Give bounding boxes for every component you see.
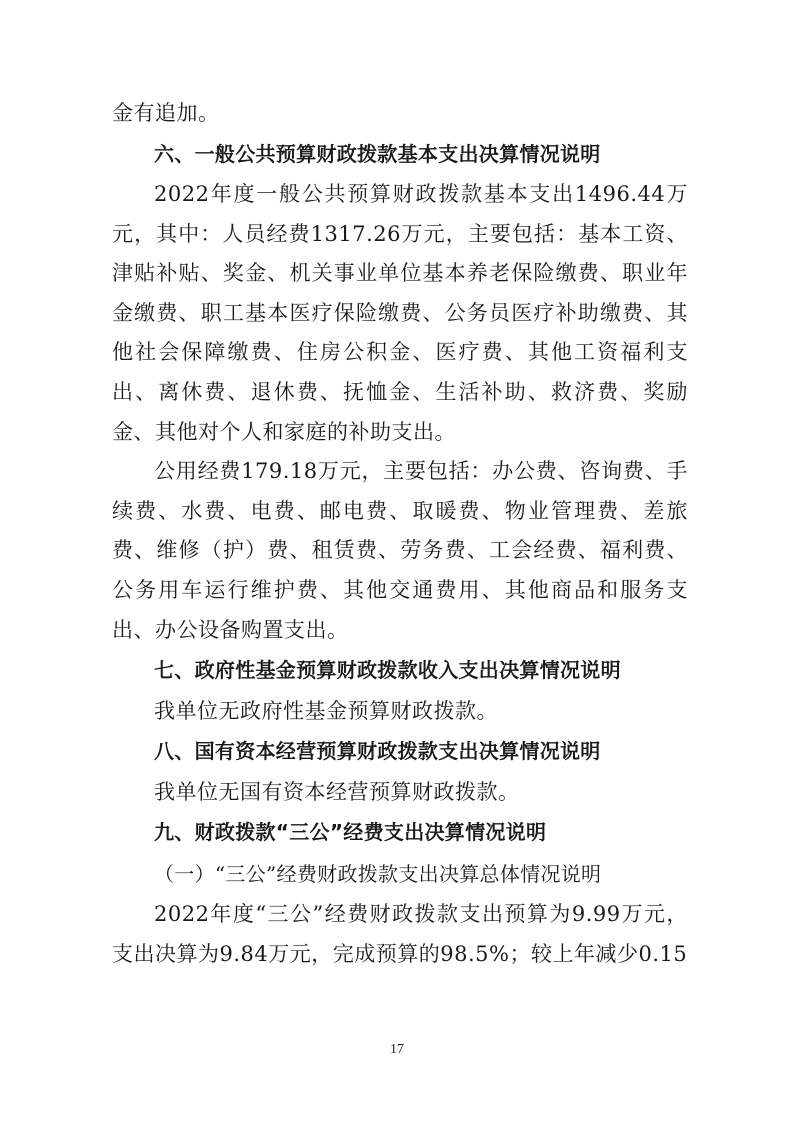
subsection-heading-9-1: （一）“三公”经费财政拨款支出决算总体情况说明: [154, 861, 602, 886]
section-heading-8: 八、国有资本经营预算财政拨款支出决算情况说明: [154, 739, 601, 764]
paragraph-continuation: 金有追加。: [112, 101, 220, 125]
section-heading-9: 九、财政拨款“三公”经费支出决算情况说明: [154, 820, 547, 845]
paragraph-three-public-expenses: 2022年度“三公”经费财政拨款支出预算为9.99万元，支出决算为9.84万元，完成预算的98.5%；较上年减少0.15: [112, 901, 688, 966]
paragraph-state-capital: 我单位无国有资本经营预算财政拨款。: [154, 779, 520, 804]
paragraph-basic-expenditure: 2022年度一般公共预算财政拨款基本支出1496.44万元，其中：人员经费1317.26万元，主要包括：基本工资、津贴补贴、奖金、机关事业单位基本养老保险缴费、职业年金缴费、职工基本医疗保险缴费、公务员医疗补助缴费、其他社会保障缴费、住房公积金、医疗费、其他工资福利支出、离休费、退休费、抚恤金、生活补助、救济费、奖励金、其他对个人和家庭的补助支出。: [112, 182, 688, 444]
page-number: 17: [390, 1042, 404, 1057]
section-heading-7: 七、政府性基金预算财政拨款收入支出决算情况说明: [154, 658, 621, 683]
document-body: [112, 94, 688, 974]
paragraph-public-funds: 公用经费179.18万元，主要包括：办公费、咨询费、手续费、水费、电费、邮电费、取暖费、物业管理费、差旅费、维修（护）费、租赁费、劳务费、工会经费、福利费、公务用车运行维护费、其他交通费用、其他商品和服务支出、办公设备购置支出。: [112, 459, 688, 642]
paragraph-government-fund: 我单位无政府性基金预算财政拨款。: [154, 698, 498, 723]
section-heading-6: 六、一般公共预算财政拨款基本支出决算情况说明: [154, 141, 601, 166]
